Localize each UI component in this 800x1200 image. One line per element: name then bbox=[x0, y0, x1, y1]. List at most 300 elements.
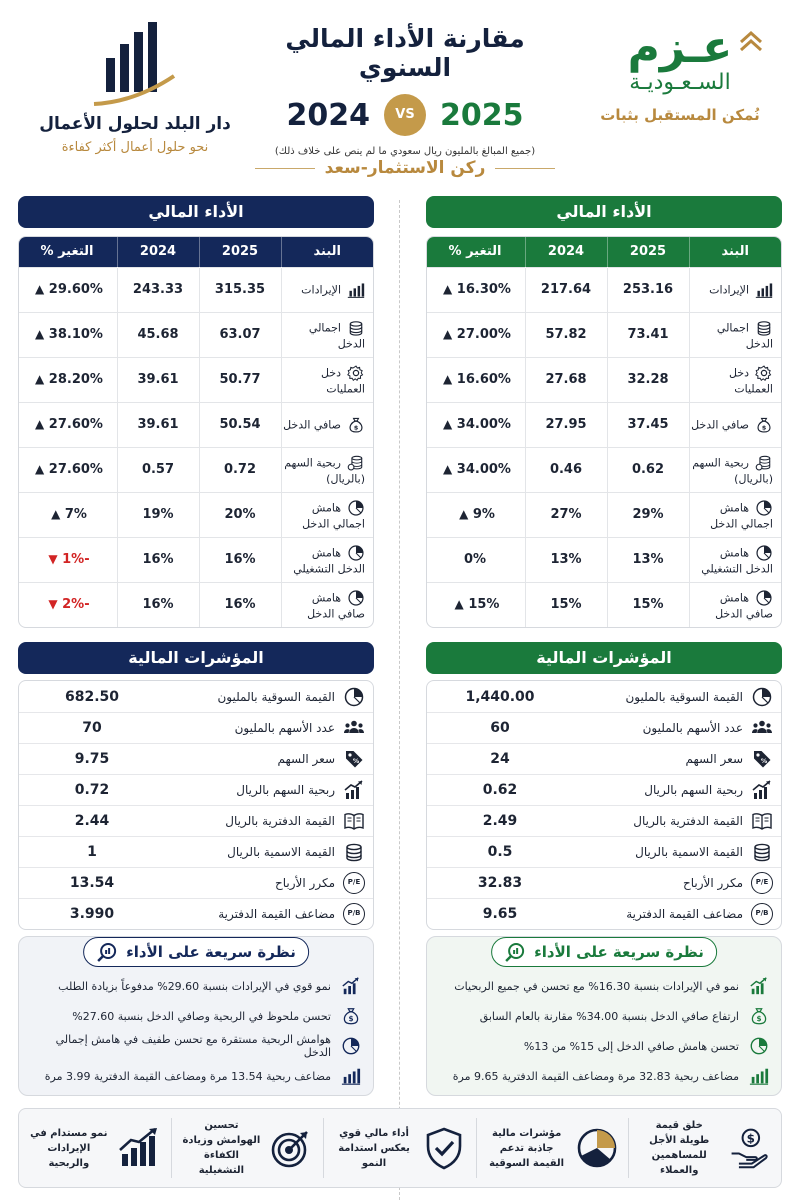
page-heading bbox=[240, 24, 570, 157]
value-2025: 63.07 bbox=[199, 312, 281, 357]
change-cell bbox=[18, 582, 117, 627]
performance-table bbox=[18, 237, 373, 627]
chevron-up-icon bbox=[738, 28, 764, 54]
quick-look-item bbox=[427, 1031, 781, 1061]
change-value: 9% bbox=[472, 507, 495, 522]
table-row bbox=[426, 582, 781, 627]
indicators-title: المؤشرات المالية bbox=[18, 642, 374, 674]
brand-name: دار البلد لحلول الأعمال bbox=[39, 114, 231, 134]
pie-chart-icon bbox=[347, 589, 365, 607]
quick-look-panel-right bbox=[426, 936, 782, 1096]
change-cell bbox=[426, 357, 525, 402]
brand-azm bbox=[590, 22, 770, 124]
pie-chart-icon bbox=[749, 1036, 769, 1056]
pe-badge-icon: P/E bbox=[751, 872, 773, 894]
quick-look-text: هوامش الربحية مستقرة مع تحسن طفيف في هامش إجمالي الدخل bbox=[55, 1033, 331, 1059]
growth-chart-icon bbox=[751, 779, 773, 801]
year-2025: 2025 bbox=[440, 97, 524, 133]
row-label-text: اجمالي الدخل bbox=[716, 321, 773, 351]
performance-title: الأداء المالي bbox=[18, 196, 374, 228]
footer-item bbox=[19, 1118, 171, 1178]
change-value: 29.60% bbox=[48, 282, 103, 297]
change-value: 27.60% bbox=[48, 462, 103, 477]
quick-look-title bbox=[491, 937, 717, 967]
row-label-text: هامش الدخل التشغيلي bbox=[293, 546, 365, 576]
indicators-title: المؤشرات المالية bbox=[426, 642, 782, 674]
table-row bbox=[18, 537, 373, 582]
column-divider bbox=[399, 200, 400, 1200]
indicator-row bbox=[427, 712, 781, 743]
growth-chart-icon bbox=[117, 1126, 161, 1170]
price-tag-icon bbox=[343, 748, 365, 770]
indicator-value: 0.62 bbox=[482, 782, 518, 798]
pe-badge-icon: P/E bbox=[343, 872, 365, 894]
row-label bbox=[689, 537, 781, 582]
quick-look-item bbox=[19, 971, 373, 1001]
value-2025: 0.72 bbox=[199, 447, 281, 492]
performance-rows bbox=[426, 267, 781, 627]
growth-chart-icon bbox=[343, 779, 365, 801]
brand-tagline: نحو حلول أعمال أكثر كفاءة bbox=[61, 140, 209, 155]
indicator-value: 13.54 bbox=[69, 875, 115, 891]
coin-stack-icon bbox=[755, 454, 773, 472]
col-header-item: البند bbox=[689, 237, 781, 267]
indicator-value: 0.5 bbox=[487, 844, 513, 860]
value-2025: 37.45 bbox=[607, 402, 689, 447]
quick-look-text: مضاعف ربحية 32.83 مرة ومضاعف القيمة الدفترية 9.65 مرة bbox=[452, 1069, 739, 1083]
brand-logo-text: عـزم bbox=[627, 22, 733, 73]
pie-chart-icon bbox=[341, 1036, 361, 1056]
indicator-row bbox=[19, 743, 373, 774]
quick-look-title-text: نظرة سريعة على الأداء bbox=[126, 943, 296, 961]
arrow-up-icon: ▲ bbox=[51, 507, 61, 521]
value-2024: 27.95 bbox=[525, 402, 607, 447]
indicators-list bbox=[426, 680, 782, 930]
change-cell bbox=[18, 402, 117, 447]
coins-icon bbox=[347, 319, 365, 337]
change-cell bbox=[18, 357, 117, 402]
arrow-up-icon: ▲ bbox=[454, 597, 464, 612]
value-2025: 50.54 bbox=[199, 402, 281, 447]
value-2024: 217.64 bbox=[525, 267, 607, 312]
change-cell bbox=[426, 582, 525, 627]
indicators-list bbox=[18, 680, 374, 930]
magnifier-chart-icon bbox=[504, 941, 526, 963]
pie-chart-icon bbox=[755, 544, 773, 562]
indicator-value: 0.72 bbox=[74, 782, 110, 798]
row-label-text: الإيرادات bbox=[301, 283, 341, 296]
row-label-text: اجمالي الدخل bbox=[308, 321, 365, 351]
indicator-label: القيمة السوقية بالمليون bbox=[625, 689, 743, 704]
row-label bbox=[281, 537, 373, 582]
change-cell bbox=[18, 537, 117, 582]
quick-look-text: نمو في الإيرادات بنسبة 16.30% مع تحسن في جميع الربحيات bbox=[454, 979, 739, 993]
row-label bbox=[281, 582, 373, 627]
table-row bbox=[426, 267, 781, 312]
col-header-2025: 2025 bbox=[607, 237, 689, 267]
performance-panel-left bbox=[18, 196, 374, 628]
indicator-value: 1 bbox=[87, 844, 97, 860]
arrow-up-icon: ▲ bbox=[35, 327, 45, 341]
quick-look-item bbox=[427, 971, 781, 1001]
money-bag-icon bbox=[341, 1006, 361, 1026]
col-header-2024: 2024 bbox=[525, 237, 607, 267]
indicator-row bbox=[19, 681, 373, 712]
indicator-value: 24 bbox=[490, 751, 510, 767]
quick-look-text: تحسن هامش صافي الدخل إلى 15% من 13% bbox=[523, 1039, 739, 1053]
indicator-row bbox=[427, 774, 781, 805]
book-icon bbox=[343, 810, 365, 832]
footer-text: مؤشرات مالية جاذبة تدعم القيمة السوقية bbox=[489, 1127, 565, 1169]
arrow-up-icon: ▲ bbox=[35, 417, 45, 431]
value-2025: 73.41 bbox=[607, 312, 689, 357]
change-cell bbox=[18, 447, 117, 492]
table-row bbox=[426, 537, 781, 582]
indicator-row bbox=[19, 805, 373, 836]
indicator-value: 60 bbox=[490, 720, 510, 736]
indicator-value: 2.49 bbox=[482, 813, 518, 829]
change-cell bbox=[426, 537, 525, 582]
performance-table bbox=[426, 237, 781, 627]
indicator-value: 682.50 bbox=[64, 688, 120, 705]
pie-chart-icon bbox=[347, 499, 365, 517]
indicator-label: سعر السهم bbox=[277, 752, 335, 766]
brand-dar-albalad bbox=[30, 18, 240, 155]
col-header-2024: 2024 bbox=[117, 237, 199, 267]
growth-chart-icon bbox=[341, 976, 361, 996]
table-row bbox=[426, 402, 781, 447]
bar-chart-icon bbox=[749, 1066, 769, 1086]
quick-look-text: ارتفاع صافي الدخل بنسبة 34.00% مقارنة بالعام السابق bbox=[479, 1009, 739, 1023]
row-label bbox=[281, 402, 373, 447]
svg-text:$: $ bbox=[348, 1014, 354, 1023]
arrow-down-icon: ▼ bbox=[48, 552, 58, 566]
indicator-label: القيمة السوقية بالمليون bbox=[217, 689, 335, 704]
indicator-label: القيمة الدفترية بالريال bbox=[225, 814, 335, 828]
change-cell bbox=[426, 402, 525, 447]
year-2024: 2024 bbox=[286, 97, 370, 133]
quick-look-list bbox=[19, 971, 373, 1091]
svg-text:$: $ bbox=[353, 423, 359, 431]
row-label bbox=[281, 447, 373, 492]
svg-text:%: % bbox=[352, 757, 360, 765]
table-row bbox=[426, 357, 781, 402]
indicator-label: القيمة الاسمية بالريال bbox=[227, 845, 335, 859]
table-row bbox=[18, 402, 373, 447]
row-label-text: صافي الدخل bbox=[283, 418, 341, 431]
row-label-text: هامش صافي الدخل bbox=[715, 591, 773, 621]
book-icon bbox=[751, 810, 773, 832]
years-compare bbox=[240, 94, 570, 136]
table-row bbox=[426, 312, 781, 357]
row-label-text: ربحية السهم (بالريال) bbox=[284, 456, 365, 486]
footer-item bbox=[171, 1118, 324, 1178]
change-cell bbox=[426, 492, 525, 537]
footer-item bbox=[628, 1118, 781, 1178]
indicator-row bbox=[427, 898, 781, 929]
money-bag-icon bbox=[749, 1006, 769, 1026]
svg-text:$: $ bbox=[761, 423, 767, 431]
coin-stack-icon bbox=[347, 454, 365, 472]
indicator-row bbox=[427, 743, 781, 774]
quick-look-item bbox=[19, 1001, 373, 1031]
row-label bbox=[689, 402, 781, 447]
hand-coin-icon bbox=[727, 1126, 771, 1170]
indicator-row bbox=[19, 898, 373, 929]
indicator-label: القيمة الدفترية بالريال bbox=[633, 814, 743, 828]
quick-look-item bbox=[427, 1001, 781, 1031]
target-icon bbox=[269, 1126, 313, 1170]
footer-item bbox=[323, 1118, 476, 1178]
value-2025: 0.62 bbox=[607, 447, 689, 492]
shield-check-icon bbox=[422, 1126, 466, 1170]
value-2024: 15% bbox=[525, 582, 607, 627]
growth-chart-icon bbox=[749, 976, 769, 996]
pie-chart-icon bbox=[343, 686, 365, 708]
brand-logo-subtext: السـعـوديـة bbox=[629, 70, 731, 95]
coins-icon bbox=[751, 841, 773, 863]
value-2025: 29% bbox=[607, 492, 689, 537]
change-cell bbox=[18, 267, 117, 312]
value-2024: 27% bbox=[525, 492, 607, 537]
quick-look-text: تحسن ملحوظ في الربحية وصافي الدخل بنسبة 27.60% bbox=[72, 1009, 331, 1023]
row-label-text: الإيرادات bbox=[709, 283, 749, 296]
svg-text:$: $ bbox=[746, 1131, 756, 1146]
change-value: 0% bbox=[463, 552, 487, 567]
indicator-label: ربحية السهم بالريال bbox=[644, 783, 743, 797]
indicator-label: عدد الأسهم بالمليون bbox=[642, 721, 743, 735]
value-2025: 20% bbox=[199, 492, 281, 537]
change-cell bbox=[426, 312, 525, 357]
indicator-label: سعر السهم bbox=[685, 752, 743, 766]
bar-chart-icon bbox=[341, 1066, 361, 1086]
change-value: 34.00% bbox=[456, 417, 511, 432]
vs-badge: VS bbox=[384, 94, 426, 136]
row-label-text: دخل العمليات bbox=[320, 366, 365, 396]
value-2024: 243.33 bbox=[117, 267, 199, 312]
indicator-row bbox=[427, 805, 781, 836]
value-2024: 16% bbox=[117, 582, 199, 627]
indicator-row bbox=[19, 836, 373, 867]
row-label bbox=[281, 357, 373, 402]
indicator-label: مكرر الأرباح bbox=[683, 876, 743, 890]
money-bag-icon bbox=[755, 416, 773, 434]
arrow-up-icon: ▲ bbox=[443, 327, 453, 341]
row-label bbox=[689, 357, 781, 402]
change-value: 16.60% bbox=[456, 372, 511, 387]
quick-look-text: نمو قوي في الإيرادات بنسبة 29.60% مدفوعاً بزيادة الطلب bbox=[58, 979, 331, 993]
gear-icon bbox=[347, 364, 365, 382]
magnifier-chart-icon bbox=[96, 941, 118, 963]
indicator-value: 70 bbox=[82, 720, 102, 736]
change-value: 27.60% bbox=[48, 417, 103, 432]
col-header-change: التغير % bbox=[426, 237, 525, 267]
row-label bbox=[689, 492, 781, 537]
bar-chart-icon bbox=[755, 281, 773, 299]
indicator-value: 9.65 bbox=[482, 906, 518, 922]
indicators-panel-right bbox=[426, 642, 782, 930]
bar-chart-logo-icon bbox=[90, 18, 180, 110]
footer-text: تحسين الهوامش وزيادة الكفاءة التشغيلية bbox=[182, 1120, 261, 1176]
row-label bbox=[689, 582, 781, 627]
pb-badge-icon: P/B bbox=[751, 903, 773, 925]
coins-icon bbox=[343, 841, 365, 863]
table-row bbox=[18, 267, 373, 312]
performance-title: الأداء المالي bbox=[426, 196, 782, 228]
footer-text: نمو مستدام في الإيرادات والربحية bbox=[30, 1127, 108, 1169]
table-row bbox=[18, 357, 373, 402]
value-2024: 27.68 bbox=[525, 357, 607, 402]
quick-look-panel-left bbox=[18, 936, 374, 1096]
value-2025: 15% bbox=[607, 582, 689, 627]
indicator-row bbox=[427, 867, 781, 898]
quick-look-item bbox=[19, 1061, 373, 1091]
footer-text: خلق قيمة طويلة الأجل للمساهمين والعملاء bbox=[649, 1120, 710, 1176]
arrow-up-icon: ▲ bbox=[443, 282, 453, 296]
quick-look-title-text: نظرة سريعة على الأداء bbox=[534, 943, 704, 961]
change-value: 28.20% bbox=[48, 372, 103, 387]
people-icon bbox=[751, 717, 773, 739]
svg-text:$: $ bbox=[756, 1014, 762, 1023]
pie-chart-icon bbox=[755, 499, 773, 517]
indicator-row bbox=[19, 712, 373, 743]
pie-chart-icon bbox=[755, 589, 773, 607]
value-2024: 19% bbox=[117, 492, 199, 537]
table-row bbox=[18, 447, 373, 492]
performance-panel-right bbox=[426, 196, 782, 628]
money-bag-icon bbox=[347, 416, 365, 434]
value-2024: 45.68 bbox=[117, 312, 199, 357]
people-icon bbox=[343, 717, 365, 739]
change-value: 15% bbox=[468, 597, 500, 613]
row-label-text: ربحية السهم (بالريال) bbox=[692, 456, 773, 486]
table-row bbox=[426, 492, 781, 537]
row-label bbox=[689, 447, 781, 492]
change-value: 16.30% bbox=[456, 282, 511, 297]
row-label-text: هامش اجمالي الدخل bbox=[710, 501, 773, 531]
indicators-panel-left bbox=[18, 642, 374, 930]
indicator-value: 32.83 bbox=[477, 875, 523, 891]
pie-chart-icon bbox=[347, 544, 365, 562]
footer-text: أداء مالي قوي يعكس استدامة النمو bbox=[338, 1127, 410, 1169]
row-label-text: دخل العمليات bbox=[728, 366, 773, 396]
arrow-up-icon: ▲ bbox=[443, 372, 453, 386]
arrow-up-icon: ▲ bbox=[35, 372, 45, 386]
change-cell bbox=[426, 267, 525, 312]
value-2024: 39.61 bbox=[117, 402, 199, 447]
col-header-2025: 2025 bbox=[199, 237, 281, 267]
table-row bbox=[18, 492, 373, 537]
indicator-label: عدد الأسهم بالمليون bbox=[234, 721, 335, 735]
page-title: مقارنة الأداء المالي السنوي bbox=[285, 24, 525, 82]
col-header-change: التغير % bbox=[18, 237, 117, 267]
quick-look-title bbox=[83, 937, 309, 967]
change-value: -2% bbox=[62, 597, 90, 613]
quick-look-item bbox=[427, 1061, 781, 1091]
quick-look-list bbox=[427, 971, 781, 1091]
arrow-up-icon: ▲ bbox=[35, 462, 45, 476]
row-label-text: هامش الدخل التشغيلي bbox=[701, 546, 773, 576]
change-value: 27.00% bbox=[456, 327, 511, 342]
indicator-row bbox=[427, 681, 781, 712]
company-name: ركن الاستثمار-سعد bbox=[240, 158, 570, 178]
value-2025: 16% bbox=[199, 582, 281, 627]
value-2024: 39.61 bbox=[117, 357, 199, 402]
indicator-value: 2.44 bbox=[74, 813, 110, 829]
row-label-text: هامش اجمالي الدخل bbox=[302, 501, 365, 531]
row-label-text: صافي الدخل bbox=[691, 418, 749, 431]
indicator-label: ربحية السهم بالريال bbox=[236, 783, 335, 797]
indicator-value: 9.75 bbox=[74, 751, 110, 767]
value-2025: 50.77 bbox=[199, 357, 281, 402]
row-label bbox=[689, 267, 781, 312]
pb-badge-icon: P/B bbox=[343, 903, 365, 925]
value-2024: 0.46 bbox=[525, 447, 607, 492]
value-2024: 13% bbox=[525, 537, 607, 582]
indicator-label: مضاعف القيمة الدفترية bbox=[626, 907, 743, 921]
row-label bbox=[689, 312, 781, 357]
indicator-value: 1,440.00 bbox=[465, 688, 535, 705]
quick-look-text: مضاعف ربحية 13.54 مرة ومضاعف القيمة الدفترية 3.99 مرة bbox=[44, 1069, 331, 1083]
change-value: 34.00% bbox=[456, 462, 511, 477]
change-value: 38.10% bbox=[48, 327, 103, 342]
row-label-text: هامش صافي الدخل bbox=[307, 591, 365, 621]
indicator-row bbox=[19, 867, 373, 898]
indicator-label: القيمة الاسمية بالريال bbox=[635, 845, 743, 859]
header bbox=[0, 0, 800, 190]
currency-note: (جميع المبالغ بالمليون ريال سعودي ما لم ينص على خلاف ذلك) bbox=[274, 146, 536, 157]
change-value: -1% bbox=[62, 552, 90, 567]
coins-icon bbox=[755, 319, 773, 337]
pie-chart-icon bbox=[751, 686, 773, 708]
change-cell bbox=[426, 447, 525, 492]
bar-chart-icon bbox=[347, 281, 365, 299]
table-row bbox=[426, 447, 781, 492]
row-label bbox=[281, 312, 373, 357]
indicator-label: مضاعف القيمة الدفترية bbox=[218, 907, 335, 921]
value-2024: 57.82 bbox=[525, 312, 607, 357]
col-header-item: البند bbox=[281, 237, 373, 267]
performance-rows bbox=[18, 267, 373, 627]
arrow-up-icon: ▲ bbox=[35, 282, 45, 296]
arrow-up-icon: ▲ bbox=[443, 417, 453, 431]
table-row bbox=[18, 312, 373, 357]
change-cell bbox=[18, 492, 117, 537]
arrow-up-icon: ▲ bbox=[443, 462, 453, 476]
brand-slogan: نُمكن المستقبل بثبات bbox=[600, 106, 760, 124]
price-tag-icon bbox=[751, 748, 773, 770]
quick-look-item bbox=[19, 1031, 373, 1061]
value-2025: 13% bbox=[607, 537, 689, 582]
indicator-row bbox=[19, 774, 373, 805]
pie-chart-icon bbox=[575, 1126, 619, 1170]
value-2025: 32.28 bbox=[607, 357, 689, 402]
change-value: 7% bbox=[64, 507, 87, 522]
indicator-label: مكرر الأرباح bbox=[275, 876, 335, 890]
value-2025: 315.35 bbox=[199, 267, 281, 312]
arrow-up-icon: ▲ bbox=[459, 507, 469, 521]
arrow-down-icon: ▼ bbox=[48, 597, 58, 612]
footer-item bbox=[476, 1118, 629, 1178]
row-label bbox=[281, 267, 373, 312]
svg-text:%: % bbox=[760, 757, 768, 765]
footer-highlights bbox=[18, 1108, 782, 1188]
indicator-row bbox=[427, 836, 781, 867]
change-cell bbox=[18, 312, 117, 357]
row-label bbox=[281, 492, 373, 537]
gear-icon bbox=[755, 364, 773, 382]
value-2024: 16% bbox=[117, 537, 199, 582]
